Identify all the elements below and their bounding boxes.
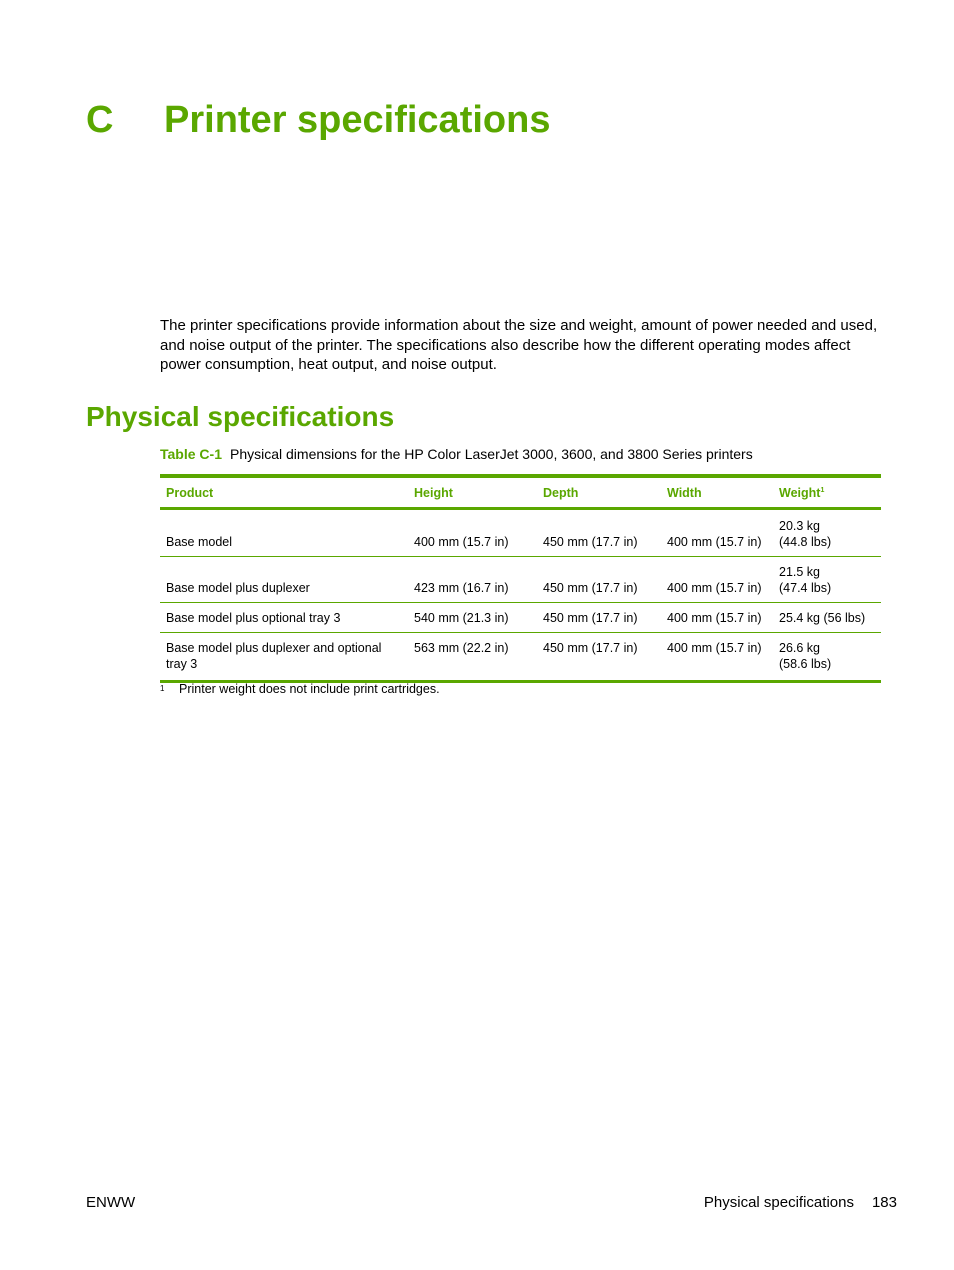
cell-width: 400 mm (15.7 in) bbox=[661, 509, 773, 557]
cell-weight bbox=[773, 557, 881, 603]
table-caption-text: Physical dimensions for the HP Color LaserJet 3000, 3600, and 3800 Series printers bbox=[229, 446, 753, 462]
cell-depth: 450 mm (17.7 in) bbox=[537, 633, 661, 682]
cell-weight bbox=[773, 633, 881, 682]
cell-weight bbox=[773, 509, 881, 557]
cell-weight: 25.4 kg (56 lbs) bbox=[773, 603, 881, 633]
table-header-row bbox=[160, 476, 881, 509]
section-title: Physical specifications bbox=[86, 401, 395, 432]
header-weight-label: Weight bbox=[779, 486, 821, 501]
cell-weight-line1: 21.5 kg bbox=[779, 565, 821, 579]
cell-weight-line2: (44.8 lbs) bbox=[779, 535, 832, 549]
cell-depth: 450 mm (17.7 in) bbox=[537, 509, 661, 557]
cell-product: Base model plus duplexer and optional tray 3 bbox=[160, 633, 408, 682]
header-height: Height bbox=[414, 485, 453, 500]
cell-product: Base model bbox=[160, 509, 408, 557]
header-depth: Depth bbox=[543, 485, 579, 500]
cell-product: Base model plus optional tray 3 bbox=[160, 603, 408, 633]
footnote-text: Printer weight does not include print cartridges. bbox=[179, 682, 440, 696]
footer-right bbox=[704, 1193, 897, 1212]
cell-weight-line1: 20.3 kg bbox=[779, 519, 821, 533]
cell-height: 563 mm (22.2 in) bbox=[408, 633, 537, 682]
footer-section: Physical specifications bbox=[703, 1194, 854, 1211]
cell-weight-line2: (47.4 lbs) bbox=[779, 581, 832, 595]
footer-left: ENWW bbox=[86, 1194, 136, 1211]
cell-width: 400 mm (15.7 in) bbox=[661, 633, 773, 682]
header-weight bbox=[773, 476, 881, 509]
cell-weight-line1: 26.6 kg bbox=[779, 641, 821, 655]
page-number: 183 bbox=[871, 1194, 897, 1211]
cell-height: 423 mm (16.7 in) bbox=[408, 557, 537, 603]
cell-height: 540 mm (21.3 in) bbox=[408, 603, 537, 633]
cell-width: 400 mm (15.7 in) bbox=[661, 557, 773, 603]
cell-product: Base model plus duplexer bbox=[160, 557, 408, 603]
cell-weight-line2: (58.6 lbs) bbox=[779, 657, 832, 671]
table-footnote bbox=[160, 681, 440, 697]
table-row bbox=[160, 603, 881, 633]
header-width: Width bbox=[667, 485, 702, 500]
physical-specs-table bbox=[160, 474, 881, 683]
cell-width: 400 mm (15.7 in) bbox=[661, 603, 773, 633]
cell-height: 400 mm (15.7 in) bbox=[408, 509, 537, 557]
header-weight-footnote-mark: 1 bbox=[820, 487, 825, 495]
chapter-letter: C bbox=[86, 99, 114, 141]
chapter-title: Printer specifications bbox=[164, 99, 551, 141]
cell-depth: 450 mm (17.7 in) bbox=[537, 557, 661, 603]
footnote-mark: 1 bbox=[160, 684, 165, 693]
cell-depth: 450 mm (17.7 in) bbox=[537, 603, 661, 633]
header-product: Product bbox=[166, 485, 214, 500]
intro-paragraph: The printer specifications provide information about the size and weight, amount of power needed and used, and noise output of the printer. The specifications also describe how the different operating modes affect power consumption, heat output, and noise output. bbox=[160, 317, 878, 374]
table-row bbox=[160, 633, 881, 682]
table-caption bbox=[160, 445, 753, 463]
table-row bbox=[160, 557, 881, 603]
table-caption-label: Table C-1 bbox=[160, 446, 222, 462]
table-row bbox=[160, 509, 881, 557]
